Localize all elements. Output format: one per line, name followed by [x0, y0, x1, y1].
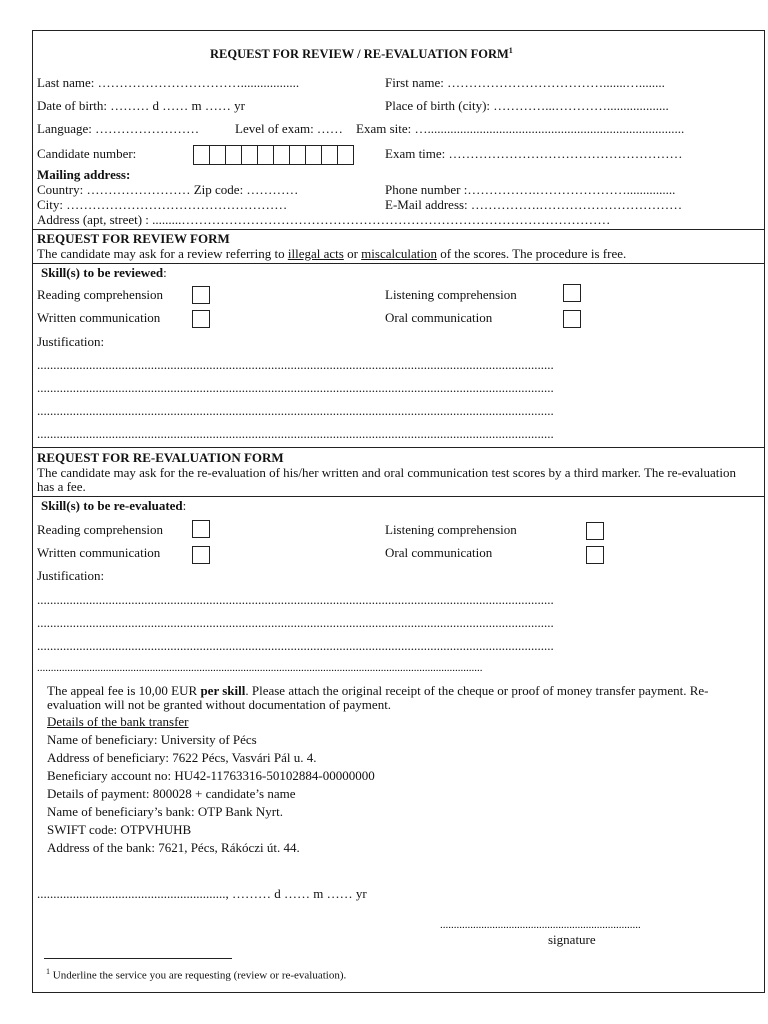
candidate-number-cell[interactable]	[257, 145, 274, 165]
beneficiary-bank: Name of beneficiary’s bank: OTP Bank Nyrt.	[47, 804, 283, 819]
exam-site-field[interactable]: Exam site: …...............................................................................	[356, 121, 685, 136]
reeval-written-label: Written communication	[37, 545, 161, 560]
reeval-justification-line[interactable]: ...............................................................................................................................................................	[37, 592, 554, 607]
beneficiary-address: Address of beneficiary: 7622 Pécs, Vasvári Pál u. 4.	[47, 750, 317, 765]
review-justification-line[interactable]: ...............................................................................................................................................................	[37, 380, 554, 395]
language-field[interactable]: Language: ……………………	[37, 121, 200, 136]
reeval-justification-line[interactable]: ...............................................................................................................................................................	[37, 638, 554, 653]
city-field[interactable]: City: ……………………………………………	[37, 197, 288, 212]
place-of-birth-field[interactable]: Place of birth (city): …………...…………...................	[385, 98, 669, 113]
review-reading-label: Reading comprehension	[37, 287, 163, 302]
review-description: The candidate may ask for a review referring to illegal acts or miscalculation of the scores. The procedure is free.	[37, 246, 627, 261]
section-divider	[33, 447, 765, 448]
review-listening-label: Listening comprehension	[385, 287, 517, 302]
section-divider	[33, 263, 765, 264]
footnote-separator	[44, 958, 232, 959]
review-heading: REQUEST FOR REVIEW FORM	[37, 231, 230, 246]
candidate-number-cell[interactable]	[225, 145, 242, 165]
bank-details-heading: Details of the bank transfer	[47, 714, 189, 729]
mailing-address-heading: Mailing address:	[37, 167, 131, 182]
footnote: $^1$ Underline the service you are requesting (review or re-evaluation).	[46, 967, 347, 982]
candidate-number-cell[interactable]	[193, 145, 210, 165]
review-justification-label: Justification:	[37, 334, 105, 349]
review-written-label: Written communication	[37, 310, 161, 325]
reeval-reading-label: Reading comprehension	[37, 522, 163, 537]
reeval-listening-label: Listening comprehension	[385, 522, 517, 537]
review-written-checkbox[interactable]	[192, 310, 210, 328]
candidate-number-cell[interactable]	[209, 145, 226, 165]
place-date-field[interactable]: .........................................................., ……… d …… m …… yr	[37, 886, 367, 901]
review-justification-line[interactable]: ...............................................................................................................................................................	[37, 403, 554, 418]
reeval-reading-checkbox[interactable]	[192, 520, 210, 538]
review-reading-checkbox[interactable]	[192, 286, 210, 304]
candidate-number-cell[interactable]	[305, 145, 322, 165]
date-of-birth-field[interactable]: Date of birth: ……… d …… m …… yr	[37, 98, 245, 113]
reeval-written-checkbox[interactable]	[192, 546, 210, 564]
reeval-description: The candidate may ask for the re-evaluation of his/her written and oral communication test scores by a third marker. The re-evaluation has a fee.	[37, 465, 736, 494]
reeval-listening-checkbox[interactable]	[586, 522, 604, 540]
candidate-number-boxes[interactable]	[193, 145, 353, 165]
candidate-number-cell[interactable]	[289, 145, 306, 165]
reeval-justification-line[interactable]: ..................................................................................................................................................................	[37, 662, 483, 674]
swift-code: SWIFT code: OTPVHUHB	[47, 822, 192, 837]
email-field[interactable]: E-Mail address: …………….……………………………	[385, 197, 683, 212]
review-oral-label: Oral communication	[385, 310, 493, 325]
section-divider	[33, 496, 765, 497]
form-title: REQUEST FOR REVIEW / RE-EVALUATION FORM$^1$	[210, 46, 513, 62]
candidate-number-label: Candidate number:	[37, 146, 137, 161]
candidate-number-cell[interactable]	[273, 145, 290, 165]
review-skills-heading: Skill(s) to be reviewed:	[41, 265, 167, 280]
reeval-skills-heading: Skill(s) to be re-evaluated:	[41, 498, 187, 513]
candidate-number-cell[interactable]	[241, 145, 258, 165]
candidate-number-cell[interactable]	[321, 145, 338, 165]
reeval-heading: REQUEST FOR RE-EVALUATION FORM	[37, 450, 284, 465]
beneficiary-account: Beneficiary account no: HU42-11763316-50102884-00000000	[47, 768, 375, 783]
first-name-field[interactable]: First name: ……………………………….......…........	[385, 75, 665, 90]
signature-label: signature	[548, 932, 596, 947]
review-justification-line[interactable]: ...............................................................................................................................................................	[37, 357, 554, 372]
candidate-number-cell[interactable]	[337, 145, 354, 165]
signature-line[interactable]: .........................................................................	[440, 919, 641, 931]
bank-address: Address of the bank: 7621, Pécs, Rákóczi út. 44.	[47, 840, 300, 855]
payment-details: Details of payment: 800028 + candidate’s name	[47, 786, 296, 801]
section-divider	[33, 229, 765, 230]
review-listening-checkbox[interactable]	[563, 284, 581, 302]
review-oral-checkbox[interactable]	[563, 310, 581, 328]
reeval-oral-label: Oral communication	[385, 545, 493, 560]
level-of-exam-field[interactable]: Level of exam: ……	[235, 121, 343, 136]
review-justification-line[interactable]: ...............................................................................................................................................................	[37, 426, 554, 441]
phone-field[interactable]: Phone number :…………….…………………...............	[385, 182, 676, 197]
reeval-justification-label: Justification:	[37, 568, 105, 583]
reeval-oral-checkbox[interactable]	[586, 546, 604, 564]
reeval-justification-line[interactable]: ...............................................................................................................................................................	[37, 615, 554, 630]
exam-time-field[interactable]: Exam time: ………………………………………………	[385, 146, 683, 161]
address-field[interactable]: Address (apt, street) : .........………………………………………………………………………………………	[37, 212, 611, 227]
fee-notice: The appeal fee is 10,00 EUR per skill. Please attach the original receipt of the cheque or proof of money transfer payment. Re-evaluation will not be granted without documentation of payment.	[47, 683, 709, 712]
country-zip-field[interactable]: Country: …………………… Zip code: …………	[37, 182, 299, 197]
last-name-field[interactable]: Last name: ……………………………..................	[37, 75, 300, 90]
beneficiary-name: Name of beneficiary: University of Pécs	[47, 732, 257, 747]
